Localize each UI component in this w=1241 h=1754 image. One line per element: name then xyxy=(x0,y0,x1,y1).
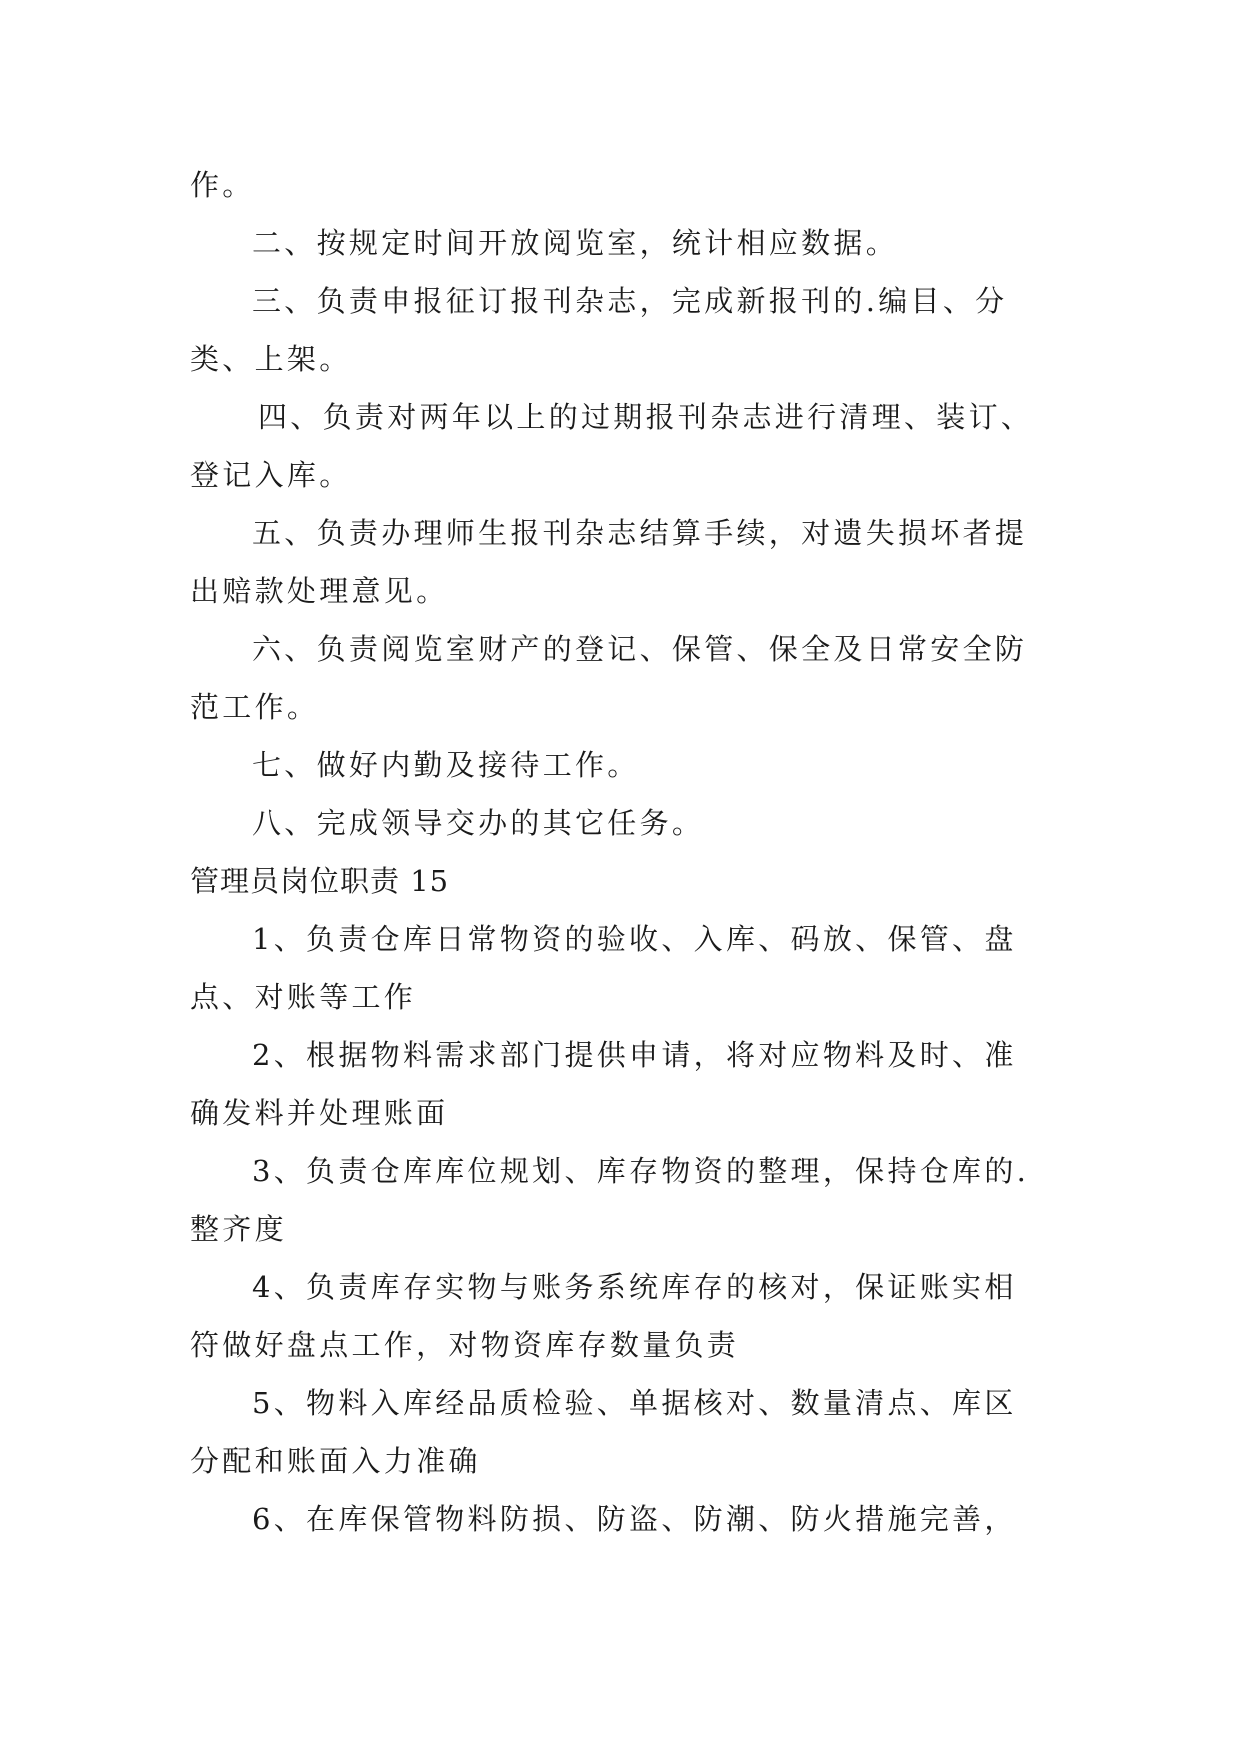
text-line: 3、负责仓库库位规划、库存物资的整理，保持仓库的. xyxy=(252,1154,1030,1188)
text-line: 确发料并处理账面 xyxy=(190,1096,449,1130)
text-line: 4、负责库存实物与账务系统库存的核对，保证账实相 xyxy=(252,1270,1017,1304)
text-line: 出赔款处理意见。 xyxy=(190,574,449,608)
text-line: 登记入库。 xyxy=(190,458,352,492)
text-line: 2、根据物料需求部门提供申请，将对应物料及时、准 xyxy=(252,1038,1017,1072)
text-line: 七、做好内勤及接待工作。 xyxy=(252,748,640,782)
text-line: 八、完成领导交办的其它任务。 xyxy=(252,806,705,840)
text-line: 三、负责申报征订报刊杂志，完成新报刊的.编目、分 xyxy=(252,284,1008,318)
text-line: 五、负责办理师生报刊杂志结算手续，对遗失损坏者提 xyxy=(252,516,1028,550)
text-line: 整齐度 xyxy=(190,1212,287,1246)
text-line: 类、上架。 xyxy=(190,342,352,376)
text-line: 6、在库保管物料防损、防盗、防潮、防火措施完善， xyxy=(252,1502,1017,1536)
section-heading: 管理员岗位职责 15 xyxy=(190,864,450,898)
text-line: 二、按规定时间开放阅览室，统计相应数据。 xyxy=(252,226,899,260)
text-line: 5、物料入库经品质检验、单据核对、数量清点、库区 xyxy=(252,1386,1017,1420)
text-line: 分配和账面入力准确 xyxy=(190,1444,481,1478)
text-line: 1、负责仓库日常物资的验收、入库、码放、保管、盘 xyxy=(252,922,1017,956)
text-line: 符做好盘点工作，对物资库存数量负责 xyxy=(190,1328,740,1362)
text-line: 六、负责阅览室财产的登记、保管、保全及日常安全防 xyxy=(252,632,1028,666)
text-line: 点、对账等工作 xyxy=(190,980,417,1014)
text-line: 作。 xyxy=(190,168,255,202)
text-line: 四、负责对两年以上的过期报刊杂志进行清理、装订、 xyxy=(258,400,1034,434)
text-line: 范工作。 xyxy=(190,690,320,724)
